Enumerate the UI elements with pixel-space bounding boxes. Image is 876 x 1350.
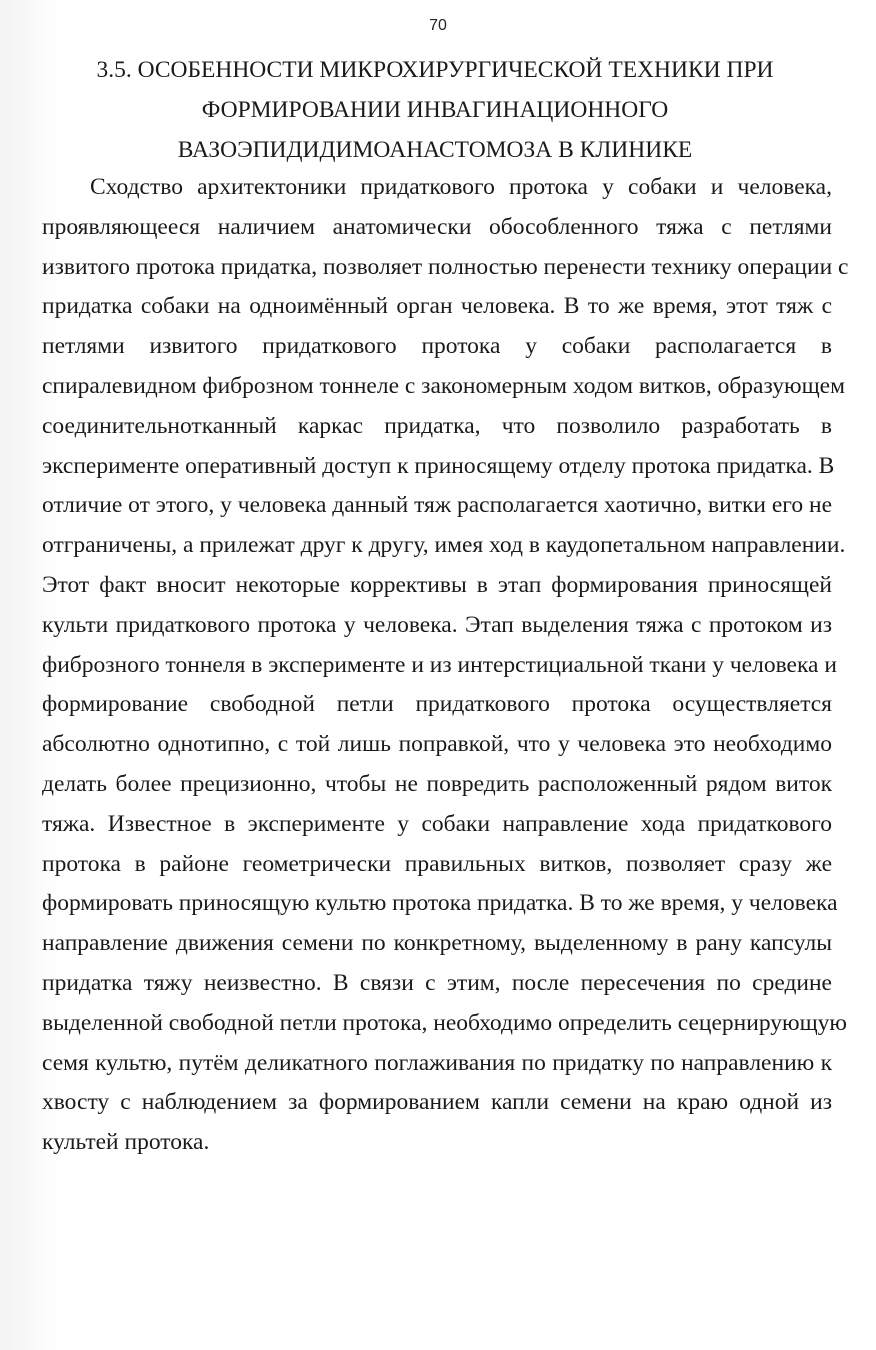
paragraph-line: извитого протока придатка, позволяет полностью перенести технику операции с [42,253,849,280]
paragraph-line: формировать приносящую культю протока придатка. В то же время, у человека [42,890,838,917]
paragraph-line: отличие от этого, у человека данный тяж располагается хаотично, витки его не [42,492,832,519]
paragraph-line: культи придаткового протока у человека. Этап выделения тяжа с протоком из [42,611,832,638]
paragraph-line: направление движения семени по конкретному, выделенному в рану капсулы [42,930,832,957]
paragraph-line: Сходство архитектоники придаткового протока у собаки и человека, [90,174,832,200]
paragraph-line: придатка собаки на одноимённый орган человека. В то же время, этот тяж с [42,293,832,320]
paragraph-line: спиралевидном фиброзном тоннеле с закономерным ходом витков, образующем [42,372,845,399]
paragraph-line: абсолютно однотипно, с той лишь поправкой, что у человека это необходимо [42,731,832,758]
paragraph-line: делать более прецизионно, чтобы не повредить расположенный рядом виток [42,770,832,797]
section-heading [40,50,830,170]
body-paragraph [42,168,849,1163]
heading-line: 3.5. ОСОБЕННОСТИ МИКРОХИРУРГИЧЕСКОЙ ТЕХНИКИ ПРИ [96,57,774,83]
heading-line: ФОРМИРОВАНИИ ИНВАГИНАЦИОННОГО [201,97,669,123]
heading-line: ВАЗОЭПИДИДИМОАНАСТОМОЗА В КЛИНИКЕ [177,137,693,163]
paragraph-line: отграничены, а прилежат друг к другу, имея ход в каудопетальном направлении. [42,532,846,559]
paragraph-line: хвосту с наблюдением за формированием капли семени на краю одной из [42,1089,832,1116]
paragraph-line: культей протока. [42,1129,210,1156]
paragraph-line: выделенной свободной петли протока, необходимо определить сецернирующую [42,1009,847,1036]
paragraph-line: Этот факт вносит некоторые коррективы в этап формирования приносящей [42,571,832,598]
paragraph-line: формирование свободной петли придаткового протока осуществляется [42,691,832,718]
paragraph-line: фиброзного тоннеля в эксперименте и из интерстициальной ткани у человека и [42,651,837,678]
paragraph-line: эксперименте оперативный доступ к приносящему отделу протока придатка. В [42,452,835,479]
page-number: 70 [429,17,447,34]
paragraph-line: тяжа. Известное в эксперименте у собаки направление хода придаткового [42,810,832,837]
paragraph-line: проявляющееся наличием анатомически обособленного тяжа с петлями [42,213,832,240]
paragraph-line: семя культю, путём деликатного поглаживания по придатку по направлению к [42,1049,832,1076]
paragraph-line: петлями извитого придаткового протока у собаки располагается в [42,333,832,360]
paragraph-line: протока в районе геометрически правильных витков, позволяет сразу же [42,850,832,877]
paragraph-line: соединительнотканный каркас придатка, что позволило разработать в [42,412,832,439]
paragraph-line: придатка тяжу неизвестно. В связи с этим, после пересечения по средине [42,969,832,996]
